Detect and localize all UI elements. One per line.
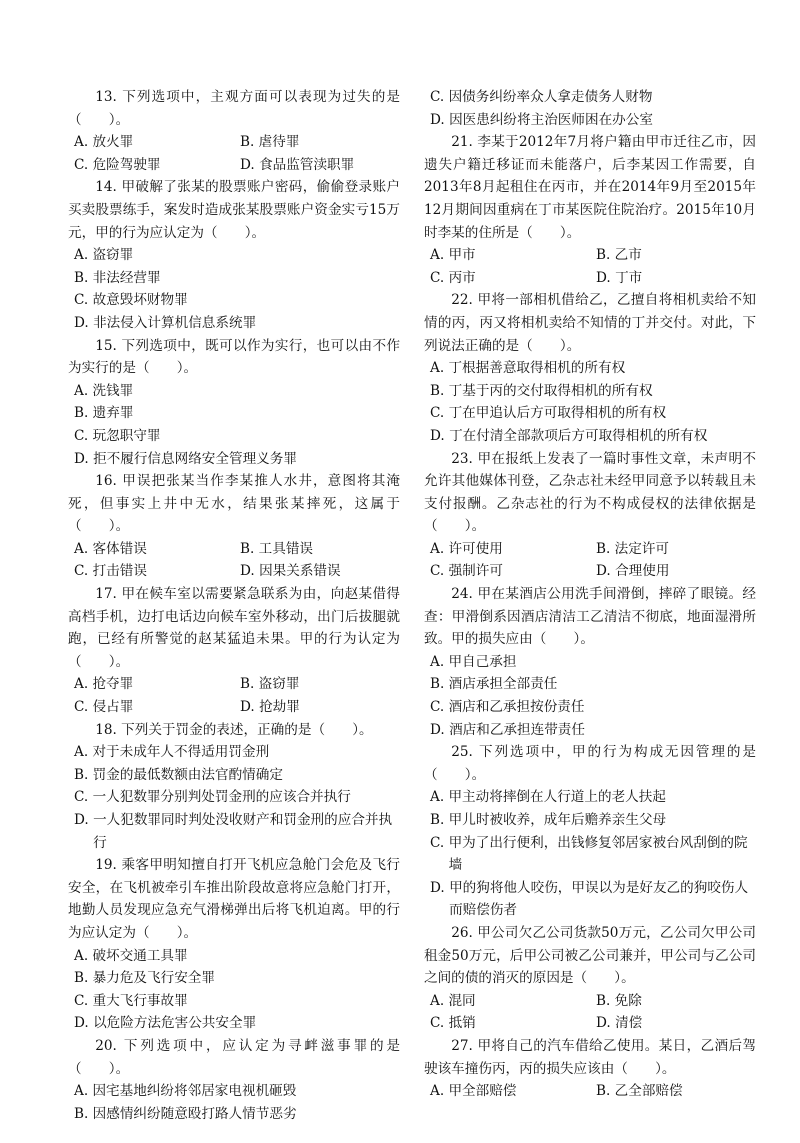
option-item (424, 719, 756, 742)
option-item (424, 380, 756, 403)
option-text: 因债务纠纷率众人拿走债务人财物 (448, 89, 653, 105)
option-key: A. (74, 247, 93, 264)
option-item (424, 267, 590, 290)
option-item (234, 131, 400, 154)
option-item (68, 402, 400, 425)
option-key: D. (596, 269, 616, 286)
option-text: 甲主动将摔倒在人行道上的老人扶起 (448, 789, 666, 806)
question (68, 583, 400, 719)
option-text: 打击错误 (92, 563, 147, 580)
option-item (68, 673, 234, 696)
question-stem: 21. 李某于2012年7月将户籍由甲市迁往乙市，因遗失户籍迁移证而未能落户，后李某因工作需要，自2013年8月起租住在丙市，并在2014年9月至2015年12月期间因重病在丁市某医院住院治疗。2015年10月时李某的住所是（ ）。 (424, 134, 756, 241)
option-key: D. (74, 812, 94, 828)
option-item (234, 673, 400, 696)
option-text: 危险驾驶罪 (92, 156, 161, 173)
question-stem: 23. 甲在报纸上发表了一篇时事性文章，未声明不允许其他媒体刊登，乙杂志社未经甲同意予以转载且未支付报酬。乙杂志社的行为不构成侵权的法律依据是（ ）。 (424, 450, 756, 535)
option-key: C. (430, 89, 449, 105)
option-key: C. (430, 1015, 449, 1032)
option-item (424, 244, 590, 267)
option-key: C. (430, 563, 449, 580)
option-list (68, 131, 400, 176)
option-key: B. (596, 992, 615, 1009)
option-item (590, 560, 756, 583)
option-key: A. (430, 247, 449, 264)
option-key: B. (74, 970, 93, 987)
option-text: 因宅基地纠纷将邻居家电视机砸毁 (92, 1083, 297, 1100)
left-column (68, 86, 400, 1125)
option-key: C. (74, 563, 93, 580)
option-key: A. (74, 382, 93, 399)
option-text: 虐待罪 (258, 134, 300, 151)
option-item (68, 764, 400, 787)
option-item (68, 154, 234, 177)
question-stem: 27. 甲将自己的汽车借给乙使用。某日，乙酒后驾驶该车撞伤丙，丙的损失应该由（ ）。 (424, 1037, 756, 1077)
option-key: A. (74, 744, 93, 761)
option-item (590, 267, 756, 290)
question-stem: 24. 甲在某酒店公用洗手间滑倒，摔碎了眼镜。经查：甲滑倒系因酒店清洁工乙清洁不彻底，地面湿滑所致。甲的损失应由（ ）。 (424, 586, 756, 648)
option-text: 非法侵入计算机信息系统罪 (93, 314, 257, 331)
option-item (68, 312, 400, 335)
continuation-options (424, 86, 756, 131)
option-key: B. (596, 1083, 615, 1100)
option-item (68, 967, 400, 990)
option-text: 以危险方法危害公共安全罪 (93, 1015, 257, 1032)
option-item (590, 244, 756, 267)
option-text: 丙市 (448, 269, 476, 286)
option-text: 罚金的最低数额由法官酌情确定 (92, 766, 283, 783)
option-item (424, 109, 756, 132)
question-stem: 19. 乘客甲明知擅自打开飞机应急舱门会危及飞行安全，在飞机被牵引车推出阶段故意将应急舱门打开，地勤人员发现应急充气滑梯弹出后将飞机迫离。甲的行为应认定为（ ）。 (68, 857, 400, 941)
option-key: B. (74, 1105, 93, 1122)
option-key: C. (74, 427, 93, 444)
question (68, 1035, 400, 1125)
option-item (68, 131, 234, 154)
option-list (424, 786, 756, 922)
option-text: 一人犯数罪同时判处没收财产和罚金刑的应合并执行 (93, 812, 393, 851)
option-key: B. (240, 540, 259, 557)
option-key: C. (430, 699, 449, 716)
option-item (424, 673, 756, 696)
option-item (424, 990, 590, 1013)
question-stem: 14. 甲破解了张某的股票账户密码，偷偷登录账户买卖股票练手，案发时造成张某股票账户资金实亏15万元，甲的行为应认定为（ ）。 (68, 179, 400, 241)
question-stem: 25. 下列选项中，甲的行为构成无因管理的是（ ）。 (424, 744, 756, 783)
option-item (68, 741, 400, 764)
option-list (424, 538, 756, 583)
option-list (68, 1080, 400, 1125)
option-item (68, 1080, 400, 1103)
option-text: 拒不履行信息网络安全管理义务罪 (93, 450, 297, 467)
option-key: A. (74, 676, 93, 693)
question (424, 131, 756, 289)
option-key: C. (74, 699, 93, 716)
option-key: D. (240, 156, 260, 173)
option-key: A. (430, 1083, 449, 1100)
option-key: D. (240, 563, 260, 580)
option-text: 非法经营罪 (92, 269, 161, 286)
option-text: 合理使用 (615, 563, 670, 580)
question-stem: 15. 下列选项中，既可以作为实行，也可以由不作为实行的是（ ）。 (68, 337, 400, 377)
option-item (68, 945, 400, 968)
option-list (424, 990, 756, 1035)
question (68, 176, 400, 334)
option-key: B. (430, 812, 449, 828)
question-stem: 16. 甲误把张某当作李某推人水井，意图将其淹死，但事实上井中无水，结果张某摔死，这属于（ ）。 (68, 473, 400, 535)
option-key: A. (430, 992, 449, 1009)
question (68, 470, 400, 583)
option-text: 因医患纠纷将主治医师困在办公室 (449, 111, 653, 128)
option-text: 丁在甲追认后方可取得相机的所有权 (448, 405, 667, 422)
option-key: D. (596, 1015, 616, 1032)
option-key: D. (240, 699, 260, 716)
option-item (234, 538, 400, 561)
option-text: 法定许可 (614, 540, 670, 557)
option-key: D. (74, 314, 94, 331)
option-text: 盗窃罪 (258, 676, 300, 693)
option-key: A. (74, 540, 93, 557)
option-item (590, 538, 756, 561)
option-key: C. (430, 269, 449, 286)
option-item (424, 1012, 590, 1035)
option-key: C. (74, 992, 93, 1009)
question (424, 741, 756, 922)
option-key: B. (74, 269, 93, 286)
option-text: 重大飞行事故罪 (92, 992, 188, 1009)
option-text: 丁市 (615, 269, 643, 286)
option-key: D. (430, 721, 450, 738)
option-key: C. (74, 789, 93, 806)
option-item (424, 425, 756, 448)
option-list (424, 357, 756, 447)
option-text: 免除 (614, 992, 642, 1009)
option-key: B. (596, 247, 615, 264)
option-item (68, 786, 400, 809)
option-text: 甲自己承担 (448, 653, 517, 670)
option-item (68, 538, 234, 561)
option-key: B. (596, 540, 615, 557)
option-text: 因感情纠纷随意殴打路人情节恶劣 (92, 1105, 297, 1122)
question (424, 448, 756, 584)
option-key: A. (430, 653, 449, 670)
option-item (424, 809, 756, 832)
option-text: 放火罪 (92, 134, 134, 151)
question (424, 289, 756, 447)
question-stem: 17. 甲在候车室以需要紧急联系为由，向赵某借得高档手机，边打电话边向候车室外移动，出门后拔腿就跑，已经有所警觉的赵某猛追未果。甲的行为认定为（ ）。 (68, 586, 400, 670)
option-text: 甲全部赔偿 (448, 1083, 517, 1100)
question (424, 922, 756, 1035)
option-text: 抢夺罪 (92, 676, 134, 693)
option-key: B. (240, 676, 259, 693)
option-item (68, 448, 400, 471)
option-text: 破坏交通工具罪 (92, 947, 188, 964)
option-key: B. (430, 382, 449, 399)
option-text: 乙全部赔偿 (614, 1083, 683, 1100)
option-text: 遗弃罪 (92, 405, 134, 422)
option-item (424, 786, 756, 809)
option-text: 清偿 (615, 1015, 643, 1032)
option-item (424, 357, 756, 380)
option-text: 抢劫罪 (259, 699, 300, 716)
option-key: D. (430, 427, 450, 444)
option-item (590, 990, 756, 1013)
option-text: 酒店和乙承担按份责任 (448, 699, 585, 716)
option-text: 故意毁坏财物罪 (92, 292, 188, 309)
option-key: D. (74, 1015, 94, 1032)
option-key: C. (430, 834, 449, 851)
option-item (68, 267, 400, 290)
option-list (68, 380, 400, 470)
option-list (68, 244, 400, 334)
option-text: 对于未成年人不得适用罚金刑 (92, 744, 270, 761)
option-item (68, 809, 400, 854)
option-key: C. (74, 292, 93, 309)
option-item (234, 696, 400, 719)
option-key: A. (74, 947, 93, 964)
question (424, 583, 756, 741)
option-text: 客体错误 (92, 540, 147, 557)
option-item (424, 402, 756, 425)
question (68, 854, 400, 1035)
option-item (590, 1080, 756, 1103)
option-text: 侵占罪 (92, 699, 134, 716)
question-stem: 13. 下列选项中，主观方面可以表现为过失的是（ ）。 (68, 89, 400, 128)
option-key: B. (74, 766, 93, 783)
option-item (424, 1080, 590, 1103)
right-column (424, 86, 756, 1103)
question (68, 86, 400, 176)
option-key: B. (240, 134, 259, 151)
option-item (68, 244, 400, 267)
option-list (424, 651, 756, 741)
option-key: B. (74, 405, 93, 422)
option-item (424, 538, 590, 561)
option-key: A. (74, 134, 93, 151)
option-list (424, 244, 756, 289)
option-key: D. (430, 111, 450, 128)
option-list (68, 945, 400, 1035)
option-key: A. (74, 1083, 93, 1100)
option-item (68, 380, 400, 403)
option-list (68, 673, 400, 718)
option-item (68, 990, 400, 1013)
option-text: 甲市 (448, 247, 476, 264)
question-stem: 26. 甲公司欠乙公司货款50万元，乙公司欠甲公司租金50万元，后甲公司被乙公司兼并，甲公司与乙公司之间的债的消灭的原因是（ ）。 (424, 924, 756, 987)
option-item (424, 560, 590, 583)
option-text: 丁基于丙的交付取得相机的所有权 (448, 382, 653, 399)
question-stem: 20. 下列选项中，应认定为寻衅滋事罪的是（ ）。 (68, 1037, 400, 1077)
option-key: A. (430, 789, 449, 806)
option-text: 玩忽职守罪 (92, 427, 161, 444)
option-list (68, 538, 400, 583)
option-item (68, 425, 400, 448)
option-item (590, 1012, 756, 1035)
option-item (424, 832, 756, 877)
option-text: 洗钱罪 (92, 382, 134, 399)
option-item (68, 1012, 400, 1035)
option-key: C. (430, 405, 449, 422)
option-item (424, 696, 756, 719)
option-item (424, 86, 756, 109)
option-text: 乙市 (614, 247, 642, 264)
option-text: 工具错误 (258, 540, 314, 557)
option-key: D. (596, 563, 616, 580)
option-key: A. (430, 540, 449, 557)
option-item (424, 877, 756, 922)
option-key: A. (430, 360, 449, 377)
option-item (68, 1103, 400, 1126)
option-item (234, 560, 400, 583)
question-stem: 18. 下列关于罚金的表述，正确的是（ ）。 (95, 721, 373, 738)
option-key: C. (74, 156, 93, 173)
option-text: 甲为了出行便利，出钱修复邻居家被台风刮倒的院墙 (448, 834, 748, 874)
option-text: 酒店承担全部责任 (448, 676, 558, 693)
option-key: D. (430, 879, 450, 896)
option-item (424, 651, 756, 674)
option-item (68, 289, 400, 312)
option-item (68, 560, 234, 583)
option-text: 丁在付清全部款项后方可取得相机的所有权 (449, 427, 708, 444)
option-text: 甲儿时被收养，成年后赡养亲生父母 (448, 812, 667, 828)
option-item (68, 696, 234, 719)
option-text: 混同 (448, 992, 476, 1009)
option-key: B. (430, 676, 449, 693)
option-text: 食品监管渎职罪 (259, 156, 355, 173)
option-list (68, 741, 400, 854)
option-text: 因果关系错误 (259, 563, 341, 580)
option-text: 抵销 (448, 1015, 476, 1032)
option-text: 甲的狗将他人咬伤，甲误以为是好友乙的狗咬伤人而赔偿伤者 (449, 879, 749, 919)
option-text: 丁根据善意取得相机的所有权 (448, 360, 626, 377)
question (68, 335, 400, 471)
option-key: D. (74, 450, 94, 467)
option-text: 暴力危及飞行安全罪 (92, 970, 215, 987)
option-text: 强制许可 (448, 563, 503, 580)
question (68, 719, 400, 855)
option-list (424, 1080, 756, 1103)
question-stem: 22. 甲将一部相机借给乙，乙擅自将相机卖给不知情的丙，丙又将相机卖给不知情的丁并交付。对此，下列说法正确的是（ ）。 (424, 292, 756, 354)
option-text: 一人犯数罪分别判处罚金刑的应该合并执行 (92, 789, 351, 806)
question (424, 1035, 756, 1103)
option-item (234, 154, 400, 177)
option-text: 许可使用 (448, 540, 503, 557)
option-text: 酒店和乙承担连带责任 (449, 721, 585, 738)
option-text: 盗窃罪 (92, 247, 134, 264)
